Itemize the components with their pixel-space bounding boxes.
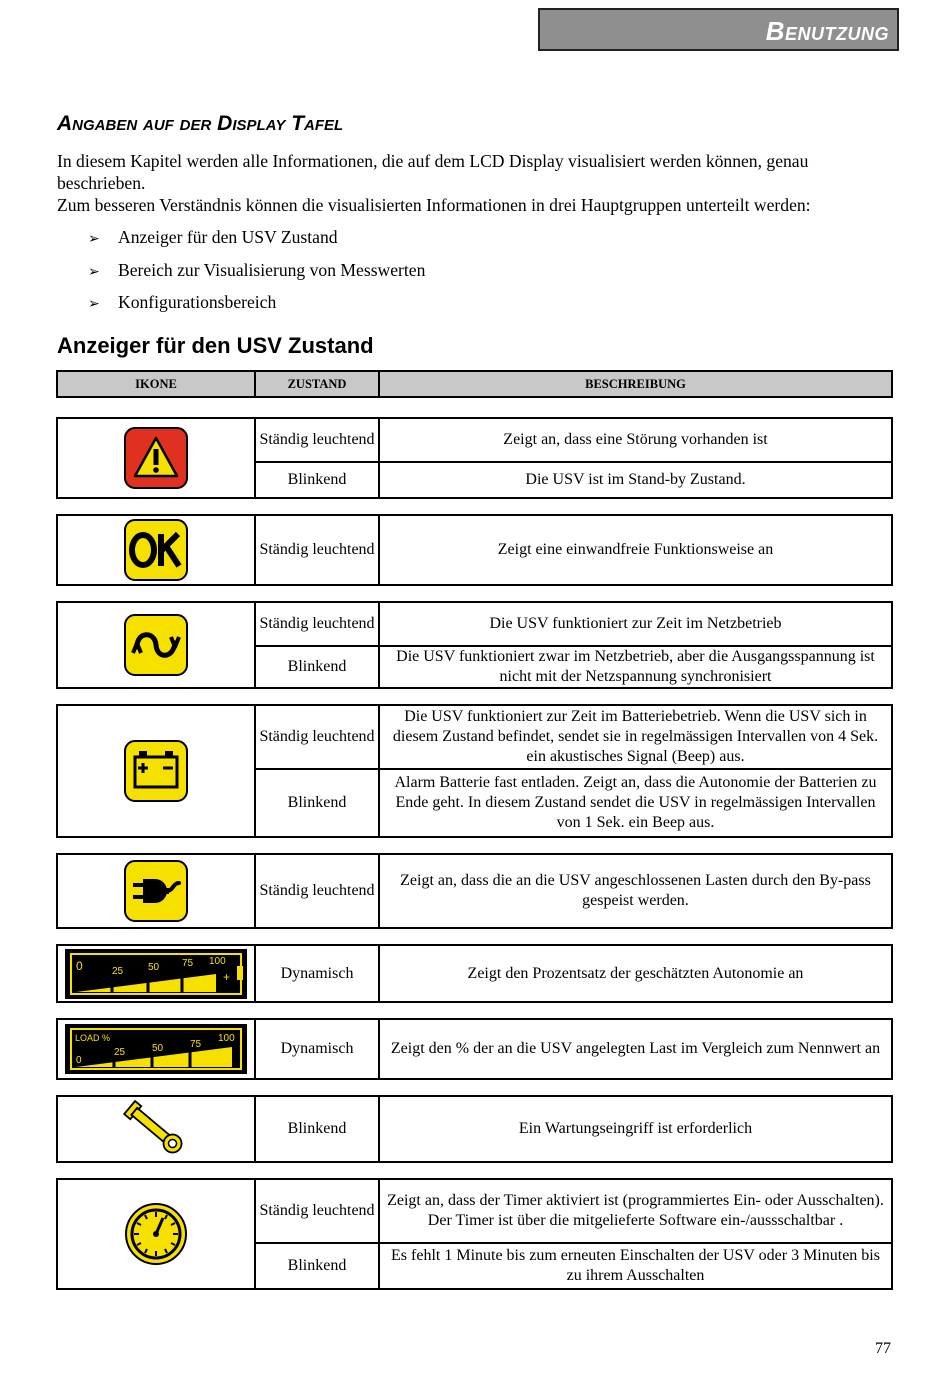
battery-level-bar-icon bbox=[64, 948, 248, 1000]
warning-icon bbox=[123, 426, 189, 490]
bar-tick-label: 25 bbox=[114, 1047, 126, 1058]
bullet-item bbox=[88, 259, 425, 292]
bullet-label: Bereich zur Visualisierung von Messwerten bbox=[118, 259, 426, 280]
bar-tick-label: 25 bbox=[112, 965, 124, 977]
state-cell: Blinkend bbox=[256, 1097, 380, 1161]
bullet-label: Anzeiger für den USV Zustand bbox=[118, 227, 338, 247]
subsection-title: Anzeiger für den USV Zustand bbox=[57, 333, 374, 358]
state-cell: Dynamisch bbox=[256, 946, 380, 1001]
sine-wave-icon bbox=[123, 613, 189, 677]
state-cell: Blinkend bbox=[256, 463, 380, 497]
description-cell: Die USV funktioniert zwar im Netzbetrieb, aber die Ausgangsspannung ist nicht mit der Netzspannung synchronisiert bbox=[396, 648, 875, 685]
header-icon-column: IKONE bbox=[58, 372, 256, 396]
battery-icon bbox=[123, 739, 189, 803]
icon-cell bbox=[58, 706, 256, 836]
icon-cell bbox=[58, 516, 256, 584]
table-group-ok bbox=[56, 514, 893, 586]
ok-icon bbox=[123, 518, 189, 582]
table-group-load bbox=[56, 1018, 893, 1080]
intro-paragraph-2: Zum besseren Verständnis können die visualisierten Informationen in drei Hauptgruppen unterteilt werden: bbox=[57, 195, 811, 215]
section-header-tab bbox=[538, 8, 899, 51]
clock-icon bbox=[123, 1201, 189, 1267]
state-cell: Ständig leuchtend bbox=[256, 855, 380, 927]
intro-text bbox=[57, 150, 897, 216]
section-header-label: Benutzung bbox=[765, 16, 889, 46]
bar-tick-label: 75 bbox=[182, 957, 194, 969]
table-group-maintenance bbox=[56, 1095, 893, 1163]
state-cell: Blinkend bbox=[256, 1244, 380, 1288]
icon-cell bbox=[58, 1180, 256, 1288]
state-cell: Ständig leuchtend bbox=[256, 706, 380, 768]
description-cell: Zeigt den Prozentsatz der geschätzten Autonomie an bbox=[467, 964, 804, 982]
bar-tick-label: 0 bbox=[76, 1055, 82, 1066]
state-cell: Ständig leuchtend bbox=[256, 1180, 380, 1242]
state-cell: Blinkend bbox=[256, 647, 380, 687]
intro-paragraph-1: In diesem Kapitel werden alle Informationen, die auf dem LCD Display visualisiert werden können, genau beschrieben. bbox=[57, 151, 809, 193]
description-cell: Die USV funktioniert zur Zeit im Netzbetrieb bbox=[489, 615, 782, 632]
bullet-label: Konfigurationsbereich bbox=[118, 292, 277, 312]
description-cell: Zeigt eine einwandfreie Funktionsweise an bbox=[497, 541, 774, 558]
description-cell: Zeigt den % der an die USV angelegten Last im Vergleich zum Nennwert an bbox=[390, 1040, 881, 1057]
table-group-battery bbox=[56, 704, 893, 838]
battery-plus-icon: + bbox=[223, 969, 231, 984]
description-cell: Die USV ist im Stand-by Zustand. bbox=[525, 471, 746, 488]
icon-cell bbox=[58, 946, 256, 1001]
wrench-icon bbox=[120, 1097, 192, 1161]
icon-cell bbox=[58, 419, 256, 497]
section-title: Angaben auf der Display Tafel bbox=[57, 112, 344, 135]
bullet-list bbox=[88, 226, 425, 324]
table-header bbox=[56, 370, 893, 398]
description-cell: Alarm Batterie fast entladen. Zeigt an, dass die Autonomie der Batterien zu Ende geht. In diesem Zustand sendet die USV in regelmässigen Intervallen von 1 Sek. ein Beep aus. bbox=[394, 774, 877, 831]
plug-icon bbox=[123, 859, 189, 923]
description-cell: Zeigt an, dass eine Störung vorhanden ist bbox=[503, 431, 768, 448]
state-cell: Ständig leuchtend bbox=[256, 603, 380, 645]
bar-tick-label: 100 bbox=[209, 955, 226, 967]
description-cell: Es fehlt 1 Minute bis zum erneuten Einschalten der USV oder 3 Minuten bis zu ihrem Ausschalten bbox=[391, 1247, 880, 1284]
arrow-bullet-icon: ➢ bbox=[88, 296, 100, 312]
icon-cell bbox=[58, 1020, 256, 1078]
bar-tick-label: 75 bbox=[190, 1039, 202, 1050]
bar-tick-label: 50 bbox=[152, 1043, 164, 1054]
header-description-column: BESCHREIBUNG bbox=[585, 376, 686, 391]
table-group-bypass bbox=[56, 853, 893, 929]
arrow-bullet-icon: ➢ bbox=[88, 263, 100, 280]
arrow-bullet-icon: ➢ bbox=[88, 231, 100, 247]
load-bar-title: LOAD % bbox=[75, 1033, 111, 1043]
state-cell: Blinkend bbox=[256, 770, 380, 836]
icon-cell bbox=[58, 855, 256, 927]
table-group-timer bbox=[56, 1178, 893, 1290]
bullet-item bbox=[88, 226, 425, 259]
bar-tick-label: 100 bbox=[218, 1033, 235, 1044]
description-cell: Ein Wartungseingriff ist erforderlich bbox=[518, 1120, 753, 1137]
table-group-autonomy bbox=[56, 944, 893, 1003]
description-cell: Zeigt an, dass der Timer aktiviert ist (programmiertes Ein- oder Ausschalten). Der Timer ist über die mitgelieferte Software ein-/aussschaltbar . bbox=[387, 1192, 884, 1229]
icon-cell bbox=[58, 1097, 256, 1161]
description-cell: Zeigt an, dass die an die USV angeschlossenen Lasten durch den By-pass gespeist werden. bbox=[400, 872, 871, 909]
page-number: 77 bbox=[875, 1340, 891, 1357]
load-level-bar-icon bbox=[64, 1023, 248, 1075]
description-cell: Die USV funktioniert zur Zeit im Batteriebetrieb. Wenn die USV sich in diesem Zustand befindet, sendet sie in regelmässigen Intervallen von 4 Sek. ein akustisches Signal (Beep) aus. bbox=[392, 708, 879, 765]
table-group-warning bbox=[56, 417, 893, 499]
icon-cell bbox=[58, 603, 256, 687]
table-group-mains bbox=[56, 601, 893, 689]
bullet-item bbox=[88, 291, 425, 324]
bar-tick-label: 50 bbox=[148, 961, 160, 973]
header-state-column: ZUSTAND bbox=[256, 372, 380, 396]
state-cell: Dynamisch bbox=[256, 1020, 380, 1078]
bar-tick-label: 0 bbox=[76, 958, 83, 973]
state-cell: Ständig leuchtend bbox=[256, 516, 380, 584]
state-cell: Ständig leuchtend bbox=[256, 419, 380, 461]
